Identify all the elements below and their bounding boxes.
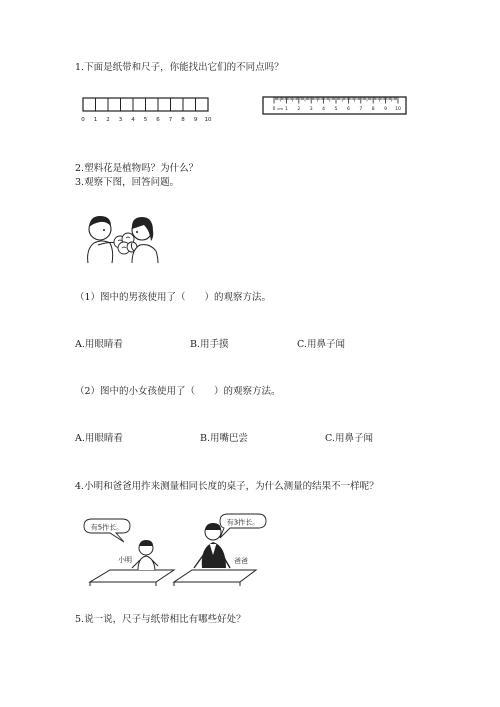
sub1-option-b: B.用手摸 — [190, 339, 229, 350]
sub1-option-c: C.用鼻子闻 — [297, 339, 345, 350]
bubble-left-text: 有5拃长。 — [90, 523, 124, 532]
paper-strip-number: 2 — [106, 117, 110, 123]
sub2-option-a: A.用眼睛看 — [75, 433, 123, 444]
ruler-number: 2 — [297, 107, 301, 112]
paper-strip-figure — [78, 92, 218, 126]
paper-strip-number: 6 — [156, 117, 160, 123]
ruler-number: 6 — [346, 107, 350, 112]
paper-strip-number: 3 — [118, 117, 123, 123]
ruler-number: 10 — [395, 107, 401, 112]
ruler-figure — [262, 96, 408, 116]
question-3-sub2-text: （2）图中的小女孩使用了（ ）的观察方法。 — [75, 386, 281, 397]
measuring-table-illustration — [80, 510, 280, 590]
children-observing-illustration — [80, 205, 164, 265]
ruler-number: 8 — [371, 107, 375, 112]
question-3-text: 3.观察下图，回答问题。 — [75, 177, 180, 188]
ruler-number: 9 — [384, 107, 388, 112]
ruler-number: 1 — [284, 107, 288, 112]
paper-strip-number: 8 — [181, 117, 185, 123]
paper-strip-number: 9 — [193, 117, 198, 123]
sub2-option-b: B.用嘴巴尝 — [200, 433, 249, 444]
question-2-text: 2.塑料花是植物吗？为什么？ — [75, 163, 199, 174]
sub1-option-a: A.用眼睛看 — [75, 339, 123, 350]
ruler-number: 0 — [272, 107, 276, 112]
paper-strip-number: 7 — [168, 117, 173, 123]
paper-strip — [81, 98, 212, 123]
question-5-text: 5.说一说，尺子与纸带相比有哪些好处？ — [75, 614, 246, 625]
ruler-unit-label: cm — [277, 106, 284, 111]
bubble-right-text: 有3拃长。 — [226, 518, 260, 527]
paper-strip-number: 10 — [204, 117, 212, 123]
ruler-number: 3 — [309, 107, 313, 112]
paper-strip-number: 0 — [81, 117, 85, 123]
label-left-text: 小明 — [118, 556, 132, 564]
paper-strip-number: 1 — [93, 117, 98, 123]
sub2-option-c: C.用鼻子闻 — [325, 433, 373, 444]
ruler-number: 7 — [359, 107, 363, 112]
question-4-text: 4.小明和爸爸用拃来测量相同长度的桌子，为什么测量的结果不一样呢？ — [75, 481, 379, 492]
ruler-number: 5 — [334, 107, 338, 112]
label-right-text: 爸爸 — [234, 557, 248, 565]
paper-strip-number: 4 — [131, 117, 135, 123]
question-1-text: 1.下面是纸带和尺子，你能找出它们的不同点吗？ — [75, 62, 284, 73]
question-3-sub1-text: （1）图中的男孩使用了（ ）的观察方法。 — [75, 292, 272, 303]
ruler-number: 4 — [322, 107, 326, 112]
paper-strip-number: 5 — [143, 117, 148, 123]
